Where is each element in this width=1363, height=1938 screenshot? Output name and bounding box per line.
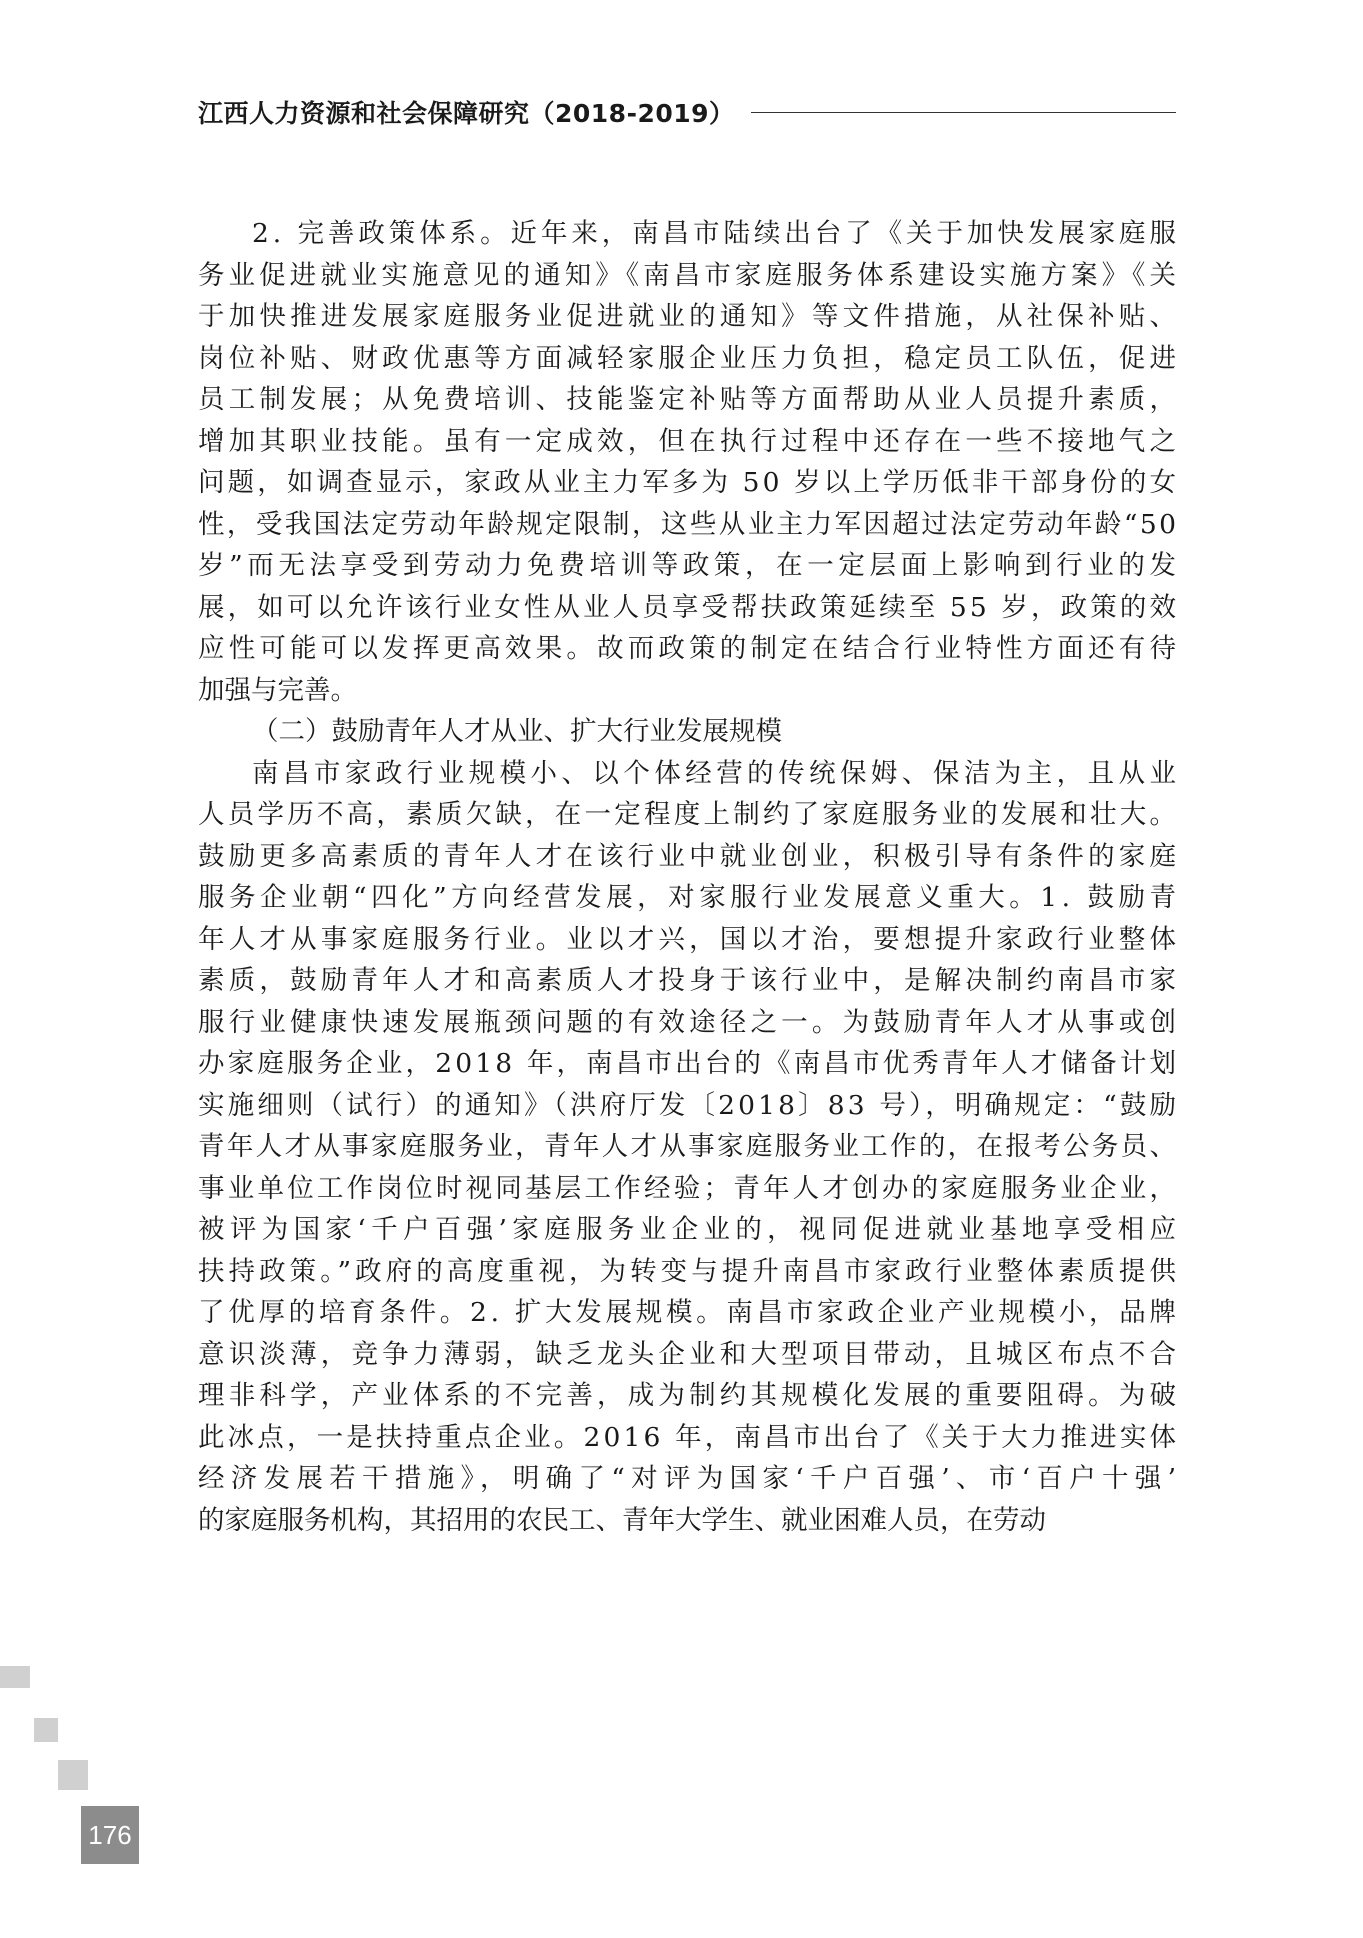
paragraph (198, 753, 1183, 1542)
text-line: 于加快推进发展家庭服务业促进就业的通知》等文件措施，从社保补贴、 (198, 301, 1181, 332)
book-title: 江西人力资源和社会保障研究（2018-2019） (198, 99, 735, 128)
text-line: 办家庭服务企业，2018 年，南昌市出台的《南昌市优秀青年人才储备计划 (198, 1048, 1180, 1079)
text-line: 增加其职业技能。虽有一定成效，但在执行过程中还存在一些不接地气之 (198, 425, 1181, 457)
text-line: 经济发展若干措施》，明确了“对评为国家‘千户百强’、市‘百户十强’ (198, 1463, 1183, 1494)
text-line: 素质，鼓励青年人才和高素质人才投身于该行业中，是解决制约南昌市家 (198, 965, 1181, 996)
text-line: 理非科学，产业体系的不完善，成为制约其规模化发展的重要阻碍。为破 (198, 1380, 1181, 1411)
text-line: （二）鼓励青年人才从业、扩大行业发展规模 (252, 716, 782, 747)
text-line: 展，如可以允许该行业女性从业人员享受帮扶政策延续至 55 岁，政策的效 (198, 591, 1180, 623)
header-rule (751, 112, 1176, 113)
decorative-square (0, 1666, 30, 1688)
decorative-square (58, 1760, 88, 1790)
text-line: 此冰点，一是扶持重点企业。2016 年，南昌市出台了《关于大力推进实体 (198, 1421, 1180, 1453)
text-line: 加强与完善。 (198, 674, 357, 706)
text-line: 服行业健康快速发展瓶颈问题的有效途径之一。为鼓励青年人才从事或创 (198, 1006, 1181, 1038)
text-line: 实施细则（试行）的通知》（洪府厅发〔2018〕83 号），明确规定：“鼓励 (198, 1089, 1180, 1121)
body-text (198, 213, 1183, 1541)
section-heading (198, 711, 1176, 753)
running-header (198, 92, 1176, 132)
paragraph (198, 213, 1181, 711)
text-line: 务业促进就业实施意见的通知》《南昌市家庭服务体系建设实施方案》《关 (198, 259, 1181, 291)
text-line: 年人才从事家庭服务行业。业以才兴，国以才治，要想提升家政行业整体 (198, 923, 1181, 955)
text-line: 的家庭服务机构，其招用的农民工、青年大学生、就业困难人员，在劳动 (198, 1504, 1046, 1536)
text-line: 青年人才从事家庭服务业，青年人才从事家庭服务业工作的，在报考公务员、 (198, 1131, 1179, 1162)
page-number: 176 (81, 1806, 139, 1864)
text-line: 鼓励更多高素质的青年人才在该行业中就业创业，积极引导有条件的家庭 (198, 840, 1181, 872)
text-line: 应性可能可以发挥更高效果。故而政策的制定在结合行业特性方面还有待 (198, 633, 1181, 664)
decorative-square (34, 1718, 58, 1742)
text-line: 2. 完善政策体系。近年来，南昌市陆续出台了《关于加快发展家庭服 (252, 218, 1180, 249)
text-line: 人员学历不高，素质欠缺，在一定程度上制约了家庭服务业的发展和壮大。 (198, 799, 1180, 830)
text-line: 事业单位工作岗位时视同基层工作经验；青年人才创办的家庭服务业企业， (198, 1172, 1180, 1204)
text-line: 岁”而无法享受到劳动力免费培训等政策，在一定层面上影响到行业的发 (198, 550, 1181, 581)
text-line: 问题，如调查显示，家政从业主力军多为 50 岁以上学历低非干部身份的女 (198, 467, 1180, 498)
text-line: 岗位补贴、财政优惠等方面减轻家服企业压力负担，稳定员工队伍，促进 (198, 342, 1181, 374)
text-line: 被评为国家‘千户百强’家庭服务业企业的，视同促进就业基地享受相应 (198, 1214, 1182, 1245)
text-line: 扶持政策。”政府的高度重视，为转变与提升南昌市家政行业整体素质提供 (198, 1255, 1181, 1287)
text-line: 意识淡薄，竞争力薄弱，缺乏龙头企业和大型项目带动，且城区布点不合 (198, 1338, 1181, 1370)
text-line: 南昌市家政行业规模小、以个体经营的传统保姆、保洁为主，且从业 (252, 757, 1181, 789)
text-line: 性，受我国法定劳动年龄规定限制，这些从业主力军因超过法定劳动年龄“50 (198, 508, 1179, 540)
text-line: 员工制发展；从免费培训、技能鉴定补贴等方面帮助从业人员提升素质， (198, 384, 1181, 415)
text-line: 服务企业朝“四化”方向经营发展，对家服行业发展意义重大。1. 鼓励青 (198, 882, 1181, 913)
text-line: 了优厚的培育条件。2. 扩大发展规模。南昌市家政企业产业规模小，品牌 (198, 1297, 1180, 1328)
